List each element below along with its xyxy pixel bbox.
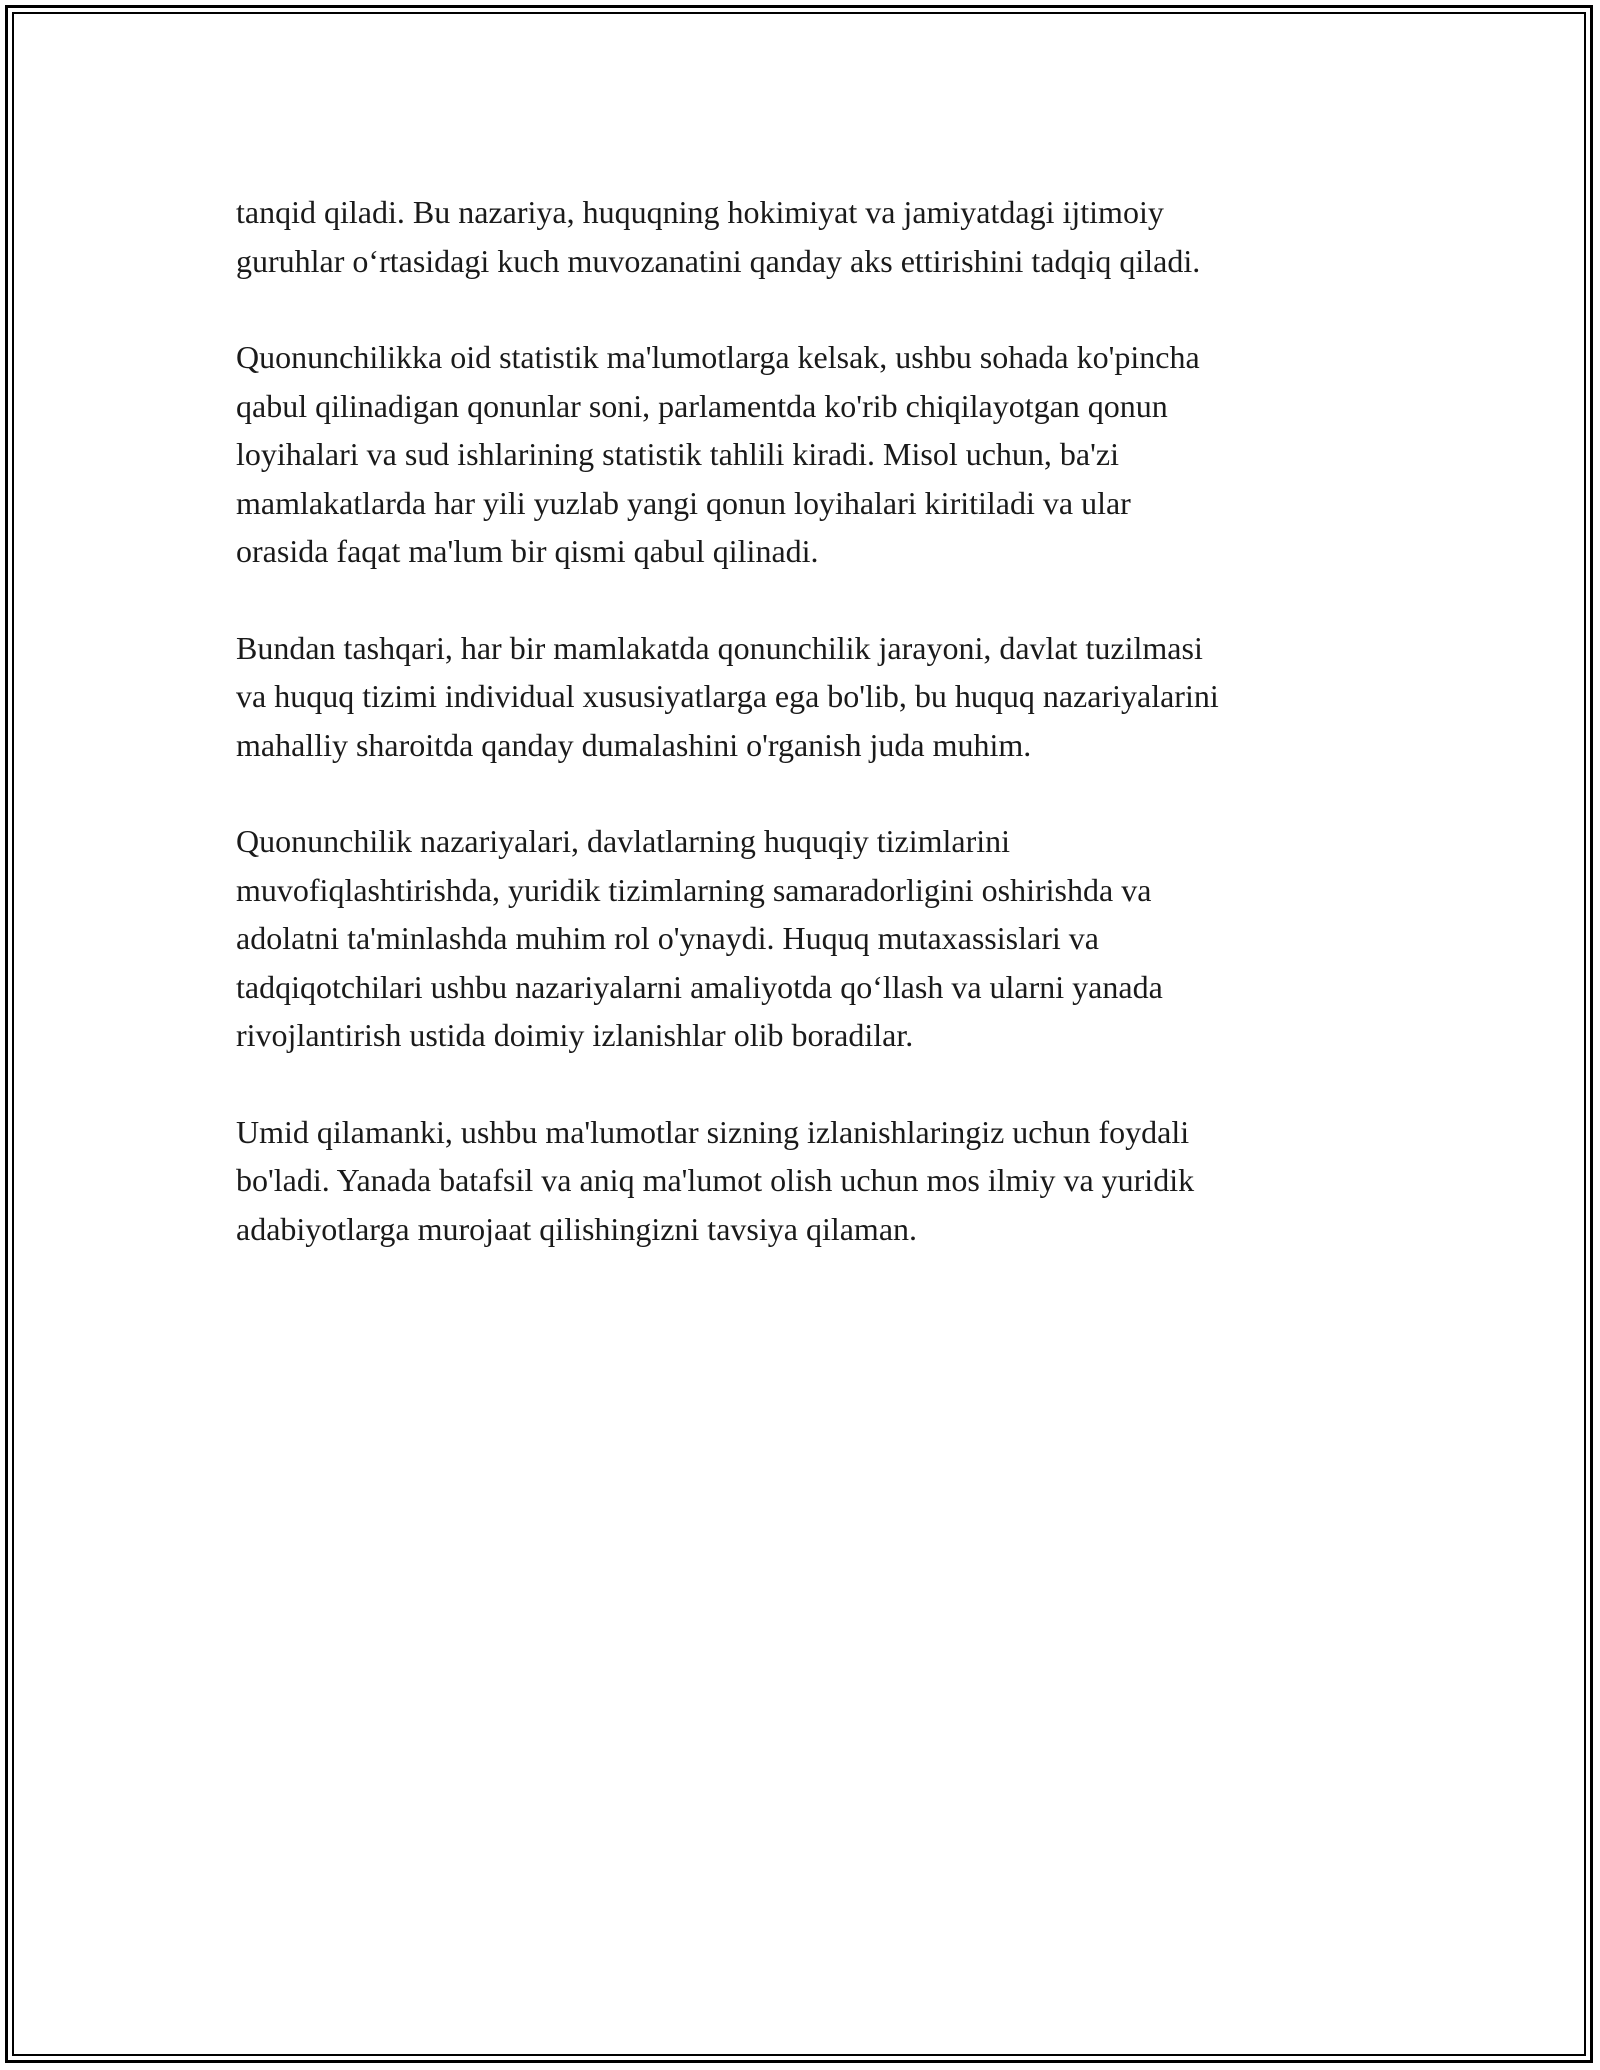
paragraph-2: Quonunchilikka oid statistik ma'lumotlarga kelsak, ushbu sohada ko'pincha qabul qilinadigan qonunlar soni, parlamentda ko'rib chiqilayotgan qonun loyihalari va sud ishlarining statistik tahlili kiradi. Misol uchun, ba'zi mamlakatlarda har yili yuzlab yangi qonun loyihalari kiritiladi va ular orasida faqat ma'lum bir qismi qabul qilinadi. bbox=[236, 339, 1200, 569]
paragraph-3: Bundan tashqari, har bir mamlakatda qonunchilik jarayoni, davlat tuzilmasi va huquq tizimi individual xususiyatlarga ega bo'lib, bu huquq nazariyalarini mahalliy sharoitda qanday dumalashini o'rganish juda muhim. bbox=[236, 629, 1219, 763]
document-body bbox=[236, 188, 1386, 1301]
paragraph-5: Umid qilamanki, ushbu ma'lumotlar sizning izlanishlaringiz uchun foydali bo'ladi. Yanada batafsil va aniq ma'lumot olish uchun mos ilmiy va yuridik adabiyotlarga murojaat qilishingizni tavsiya qilaman. bbox=[236, 1113, 1195, 1247]
paragraph-4: Quonunchilik nazariyalari, davlatlarning huquqiy tizimlarini muvofiqlashtirishda, yuridik tizimlarning samaradorligini oshirishda va adolatni ta'minlashda muhim rol o'ynaydi. Huquq mutaxassislari va tadqiqotchilari ushbu nazariyalarni amaliyotda qo‘llash va ularni yanada rivojlantirish ustida doimiy izlanishlar olib boradilar. bbox=[236, 823, 1163, 1053]
paragraph-1: tanqid qiladi. Bu nazariya, huquqning hokimiyat va jamiyatdagi ijtimoiy guruhlar o‘rtasidagi kuch muvozanatini qanday aks ettirishini tadqiq qiladi. bbox=[236, 194, 1201, 279]
